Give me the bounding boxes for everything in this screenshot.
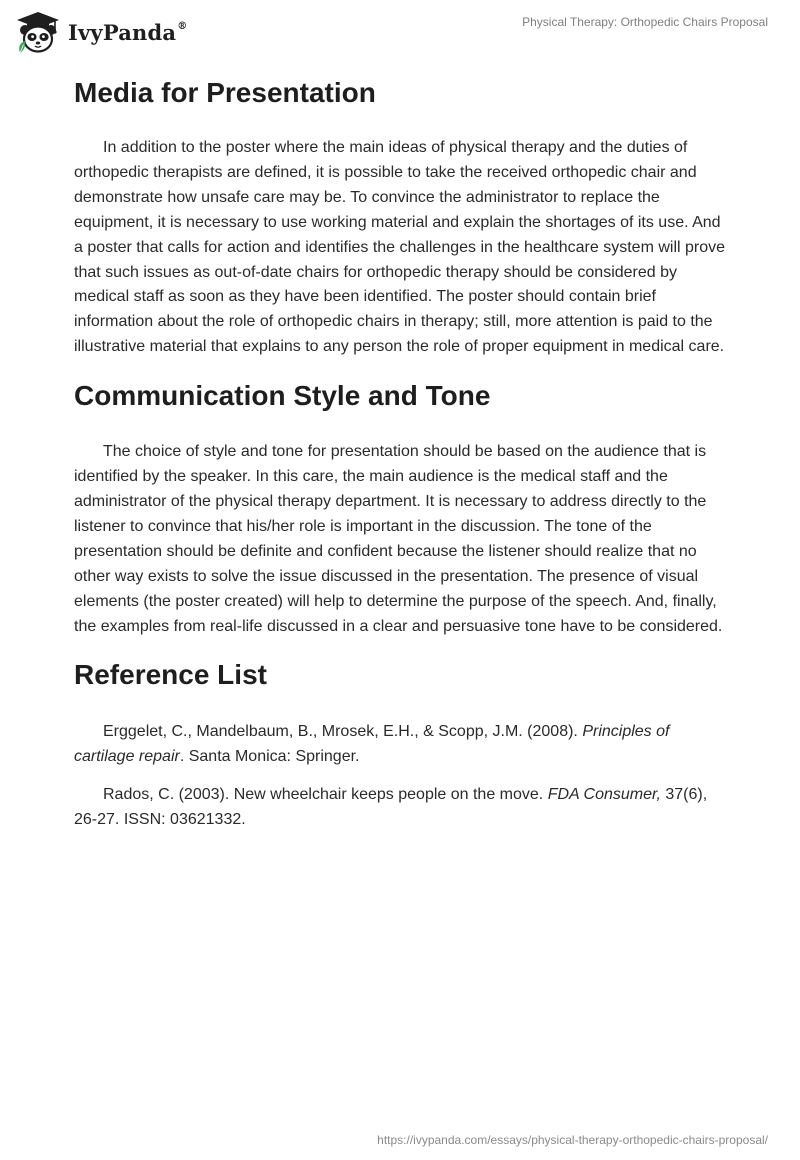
reference-authors: Erggelet, C., Mandelbaum, B., Mrosek, E.H., & Scopp, J.M. (2008). [103, 723, 583, 741]
source-url[interactable]: https://ivypanda.com/essays/physical-therapy-orthopedic-chairs-proposal/ [377, 1133, 768, 1147]
reference-publisher: . Santa Monica: Springer. [179, 748, 360, 766]
panda-graduate-icon [14, 9, 62, 57]
section-paragraph-media: In addition to the poster where the main ideas of physical therapy and the duties of orthopedic therapists are defined, it is possible to take the received orthopedic chair and demonstrate how unsafe care may be. To convince the administrator to replace the equipment, it is necessary to use working material and explain the shortages of its use. And a poster that calls for action and identifies the challenges in the healthcare system will prove that such issues as out-of-date chairs for orthopedic therapy should be considered by medical staff as soon as they have been identified. The poster should contain brief information about the role of orthopedic chairs in therapy; still, more attention is paid to the illustrative material that explains to any person the role of proper equipment in medical care. [74, 139, 726, 356]
brand-name [68, 20, 187, 45]
registered-mark: ® [177, 20, 188, 32]
reference-authors: Rados, C. (2003). New wheelchair keeps people on the move. [103, 786, 548, 804]
reference-item [74, 783, 728, 833]
reference-item [74, 720, 728, 770]
section-paragraph-communication: The choice of style and tone for presentation should be based on the audience that is identified by the speaker. In this care, the main audience is the medical staff and the administrator of the physical therapy department. It is necessary to address directly to the listener to convince that his/her role is important in the discussion. The tone of the presentation should be definite and confident because the listener should realize that no other way exists to solve the issue discussed in the presentation. The presence of visual elements (the poster created) will help to determine the purpose of the speech. And, finally, the examples from real-life discussed in a clear and persuasive tone have to be considered. [74, 443, 723, 635]
section-heading-communication: Communication Style and Tone [74, 380, 491, 412]
reference-title: FDA Consumer, [547, 786, 661, 804]
section-heading-media: Media for Presentation [74, 77, 376, 108]
essay-content [74, 68, 728, 833]
reference-title: Principles of cartilage repair [74, 723, 670, 766]
section-heading-references: Reference List [74, 659, 267, 691]
reference-publisher: 37(6), 26-27. ISSN: 03621332. [74, 786, 708, 829]
running-title: Physical Therapy: Orthopedic Chairs Proposal [522, 15, 768, 29]
page-header [0, 0, 800, 70]
brand-name-text: IvyPanda [68, 19, 177, 45]
brand-logo[interactable] [14, 9, 187, 57]
